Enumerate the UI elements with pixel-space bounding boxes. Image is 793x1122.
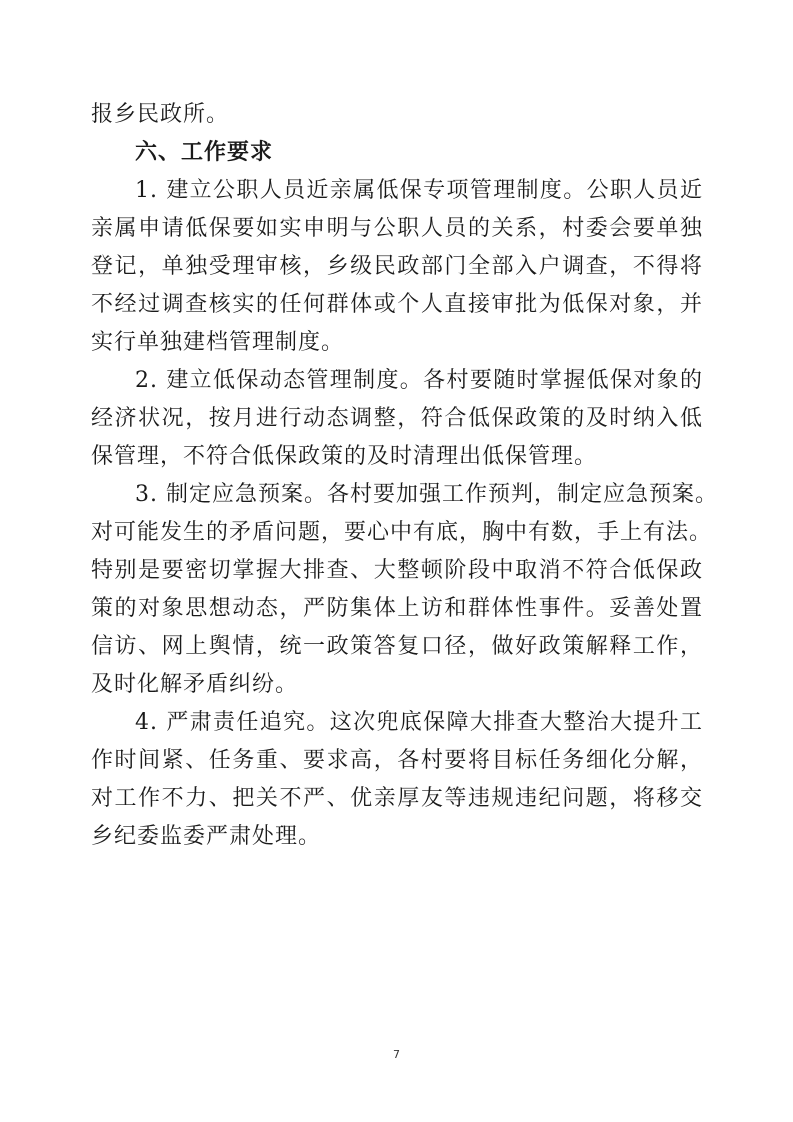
paragraph-line: 经济状况，按月进行动态调整，符合低保政策的及时纳入低 (91, 406, 703, 431)
paragraph-line: 特别是要密切掌握大排查、大整顿阶段中取消不符合低保政 (91, 558, 703, 583)
paragraph-line: 登记，单独受理审核，乡级民政部门全部入户调查，不得将 (91, 254, 703, 279)
page-number: 7 (393, 1048, 400, 1061)
paragraph-line: 信访、网上舆情，统一政策答复口径，做好政策解释工作， (91, 634, 703, 659)
section-heading: 六、工作要求 (135, 140, 274, 165)
document-body (91, 96, 718, 856)
paragraph-line: 1. 建立公职人员近亲属低保专项管理制度。公职人员近 (135, 178, 703, 203)
intro-tail-line: 报乡民政所。 (91, 102, 230, 127)
paragraph-line: 乡纪委监委严肃处理。 (91, 824, 322, 849)
paragraph-line: 实行单独建档管理制度。 (91, 330, 345, 355)
paragraph-line: 作时间紧、任务重、要求高，各村要将目标任务细化分解， (91, 748, 703, 773)
paragraph-line: 亲属申请低保要如实申明与公职人员的关系，村委会要单独 (91, 216, 703, 241)
paragraph-line: 3. 制定应急预案。各村要加强工作预判，制定应急预案。 (135, 482, 718, 507)
paragraph-4 (91, 704, 703, 856)
paragraph-line: 4. 严肃责任追究。这次兜底保障大排查大整治大提升工 (135, 710, 703, 735)
paragraph-line: 对可能发生的矛盾问题，要心中有底，胸中有数，手上有法。 (91, 520, 713, 545)
paragraph-line: 及时化解矛盾纠纷。 (91, 672, 299, 697)
paragraph-line: 策的对象思想动态，严防集体上访和群体性事件。妥善处置 (91, 596, 703, 621)
paragraph-1 (91, 172, 703, 362)
paragraph-line: 不经过调查核实的任何群体或个人直接审批为低保对象，并 (91, 292, 703, 317)
paragraph-line: 保管理，不符合低保政策的及时清理出低保管理。 (91, 444, 598, 469)
paragraph-line: 2. 建立低保动态管理制度。各村要随时掌握低保对象的 (135, 368, 703, 393)
paragraph-3 (91, 476, 718, 704)
paragraph-2 (91, 362, 703, 476)
paragraph-line: 对工作不力、把关不严、优亲厚友等违规违纪问题，将移交 (91, 786, 703, 811)
